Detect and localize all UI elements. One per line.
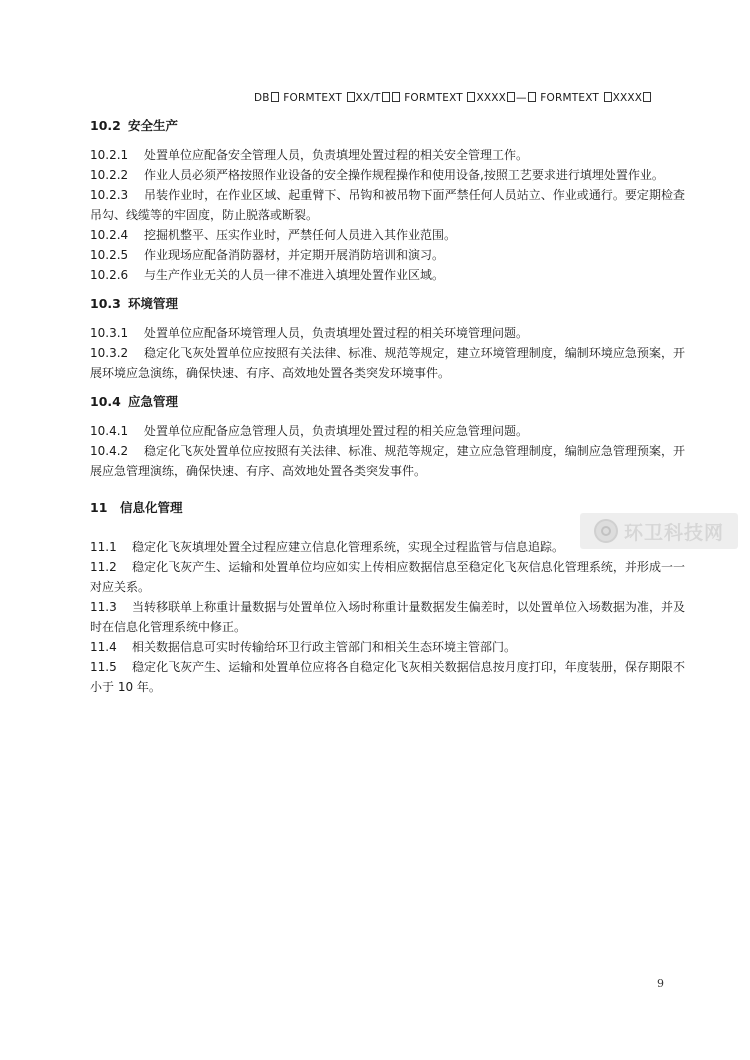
clause-number: 10.2.4 bbox=[90, 228, 129, 242]
section-title: 安全生产 bbox=[128, 118, 179, 133]
clause bbox=[90, 145, 685, 165]
chapter-number: 11 bbox=[90, 500, 108, 515]
field-box-icon bbox=[467, 92, 475, 102]
clause-text: 作业现场应配备消防器材，并定期开展消防培训和演习。 bbox=[144, 248, 445, 262]
header-year: XXXX bbox=[612, 92, 643, 104]
document-header-code bbox=[254, 92, 652, 104]
section-number: 10.2 bbox=[90, 118, 121, 133]
clause-number: 11.5 bbox=[90, 660, 117, 674]
clause-text: 稳定化飞灰处置单位应按照有关法律、标准、规范等规定，建立应急管理制度，编制应急管理预案，开展应急管理演练，确保快速、有序、高效地处置各类突发事件。 bbox=[90, 444, 685, 478]
field-box-icon bbox=[382, 92, 390, 102]
clause bbox=[90, 245, 685, 265]
clause bbox=[90, 165, 685, 185]
header-number: XXXX bbox=[476, 92, 507, 104]
field-box-icon bbox=[347, 92, 355, 102]
clause bbox=[90, 323, 685, 343]
clause-number: 10.4.1 bbox=[90, 424, 129, 438]
clause-text: 吊装作业时，在作业区域、起重臂下、吊钩和被吊物下面严禁任何人员站立、作业或通行。要定期检查吊勾、线缆等的牢固度，防止脱落或断裂。 bbox=[90, 188, 685, 222]
clause-number: 10.2.5 bbox=[90, 248, 129, 262]
clause bbox=[90, 557, 685, 597]
clause-text: 挖掘机整平、压实作业时，严禁任何人员进入其作业范围。 bbox=[144, 228, 457, 242]
clause bbox=[90, 343, 685, 383]
header-prefix: DB bbox=[254, 92, 270, 104]
clause-number: 10.2.3 bbox=[90, 188, 129, 202]
clause-text: 稳定化飞灰处置单位应按照有关法律、标准、规范等规定，建立环境管理制度，编制环境应急预案，开展环境应急演练，确保快速、有序、高效地处置各类突发环境事件。 bbox=[90, 346, 685, 380]
clause bbox=[90, 441, 685, 481]
field-box-icon bbox=[507, 92, 515, 102]
clause-text: 稳定化飞灰产生、运输和处置单位应将各自稳定化飞灰相关数据信息按月度打印，年度装册，保存期限不小于 10 年。 bbox=[90, 660, 685, 694]
clause bbox=[90, 185, 685, 225]
clause bbox=[90, 637, 685, 657]
clause-number: 11.3 bbox=[90, 600, 117, 614]
watermark bbox=[580, 513, 738, 549]
field-box-icon bbox=[643, 92, 651, 102]
clause-number: 10.3.1 bbox=[90, 326, 129, 340]
page-number: 9 bbox=[657, 977, 664, 990]
clause-text: 处置单位应配备环境管理人员，负责填埋处置过程的相关环境管理问题。 bbox=[144, 326, 529, 340]
watermark-text: 环卫科技网 bbox=[623, 521, 724, 544]
clause-number: 10.3.2 bbox=[90, 346, 129, 360]
clause-number: 11.2 bbox=[90, 560, 117, 574]
clause-number: 11.1 bbox=[90, 540, 117, 554]
clause-text: 作业人员必须严格按照作业设备的安全操作规程操作和使用设备,按照工艺要求进行填埋处置作业。 bbox=[144, 168, 664, 182]
section-heading bbox=[90, 295, 685, 313]
section-number: 10.4 bbox=[90, 394, 121, 409]
header-standard-type: XX/T bbox=[355, 92, 381, 104]
clause-text: 稳定化飞灰产生、运输和处置单位均应如实上传相应数据信息至稳定化飞灰信息化管理系统，并形成一一对应关系。 bbox=[90, 560, 685, 594]
clause-text: 与生产作业无关的人员一律不准进入填埋处置作业区域。 bbox=[144, 268, 445, 282]
section-title: 环境管理 bbox=[128, 296, 179, 311]
header-formtext-1: FORMTEXT bbox=[279, 92, 346, 104]
clause bbox=[90, 225, 685, 245]
chapter-title: 信息化管理 bbox=[120, 500, 183, 515]
header-formtext-2: FORMTEXT bbox=[400, 92, 467, 104]
document-body bbox=[90, 117, 685, 697]
field-box-icon bbox=[604, 92, 612, 102]
field-box-icon bbox=[528, 92, 536, 102]
clause-number: 10.2.2 bbox=[90, 168, 129, 182]
clause-text: 处置单位应配备应急管理人员，负责填埋处置过程的相关应急管理问题。 bbox=[144, 424, 529, 438]
clause bbox=[90, 421, 685, 441]
section-heading bbox=[90, 393, 685, 411]
clause-text: 稳定化飞灰填埋处置全过程应建立信息化管理系统，实现全过程监管与信息追踪。 bbox=[132, 540, 565, 554]
recycle-logo-icon bbox=[594, 519, 618, 543]
clause-text: 当转移联单上称重计量数据与处置单位入场时称重计量数据发生偏差时，以处置单位入场数据为准，并及时在信息化管理系统中修正。 bbox=[90, 600, 685, 634]
clause bbox=[90, 657, 685, 697]
section-number: 10.3 bbox=[90, 296, 121, 311]
field-box-icon bbox=[271, 92, 279, 102]
section-heading bbox=[90, 117, 685, 135]
clause-number: 10.2.6 bbox=[90, 268, 129, 282]
clause-number: 11.4 bbox=[90, 640, 117, 654]
clause-text: 相关数据信息可实时传输给环卫行政主管部门和相关生态环境主管部门。 bbox=[132, 640, 517, 654]
clause-number: 10.2.1 bbox=[90, 148, 129, 162]
section-title: 应急管理 bbox=[128, 394, 179, 409]
clause-number: 10.4.2 bbox=[90, 444, 129, 458]
header-formtext-3: FORMTEXT bbox=[536, 92, 603, 104]
clause bbox=[90, 265, 685, 285]
clause bbox=[90, 597, 685, 637]
clause-text: 处置单位应配备安全管理人员，负责填埋处置过程的相关安全管理工作。 bbox=[144, 148, 529, 162]
field-box-icon bbox=[392, 92, 400, 102]
header-dash: — bbox=[516, 92, 527, 104]
